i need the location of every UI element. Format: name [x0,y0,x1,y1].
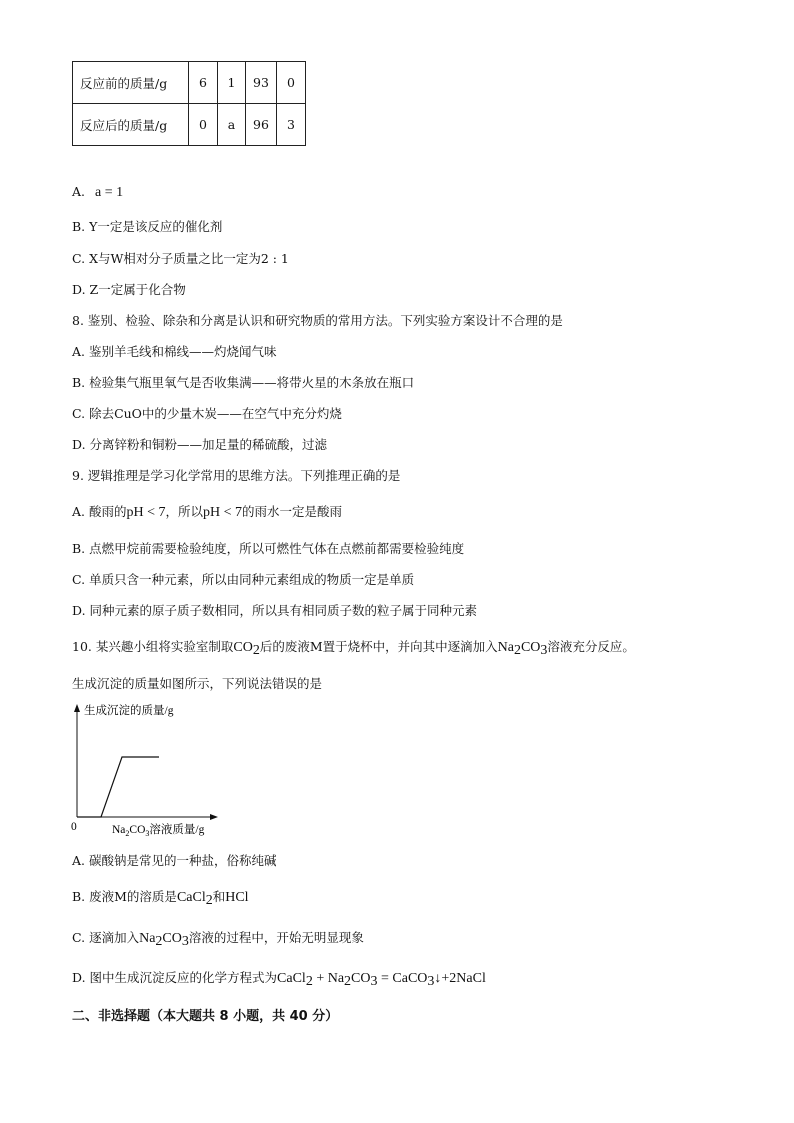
q10-option-c [72,928,364,947]
text-segment: 10. 某兴趣小组将实验室制取 [72,639,234,654]
q7-option-c: C. X与W相对分子质量之比一定为2 : 1 [72,251,289,266]
table-cell: 93 [246,62,277,104]
formula-subscript: 2 [513,643,521,658]
text-segment: D. 图中生成沉淀反应的化学方程式为 [72,970,278,985]
q9-option-b: B. 点燃甲烷前需要检验纯度，所以可燃性气体在点燃前都需要检验纯度 [72,541,465,556]
formula: ↓+2NaCl [434,971,486,986]
text-segment: 后的废液M置于烧杯中，并向其中逐滴加入 [259,639,498,654]
q7-option-a [72,184,123,201]
table-row [73,104,306,146]
text-segment: 溶液充分反应。 [547,639,635,654]
text-segment: ，所以 [165,504,204,519]
table-row [73,62,306,104]
text-segment: CO [129,824,146,836]
q7-option-b: B. Y一定是该反应的催化剂 [72,219,223,234]
q10-option-b [72,887,249,906]
formula-subscript: 3 [427,974,435,989]
precipitate-chart [64,700,234,840]
origin-label: 0 [71,821,77,833]
text-segment: B. 废液M的溶质是 [72,889,177,904]
math-expression: a = 1 [95,185,124,200]
formula-subscript: 2 [344,974,352,989]
table-cell: a [218,104,246,146]
formula-subscript: 3 [370,974,378,989]
q8-option-d: D. 分离锌粉和铜粉——加足量的稀硫酸，过滤 [72,437,328,452]
x-axis-label [112,822,205,838]
math-expression: pH < 7 [203,505,243,520]
table-cell: 0 [189,104,218,146]
text-segment: 3 [145,829,150,838]
table-cell: 0 [277,62,306,104]
y-axis-arrow [74,704,80,712]
formula: Na [497,640,514,655]
q7-option-d: D. Z一定属于化合物 [72,282,186,297]
q9-stem: 9. 逻辑推理是学习化学常用的思维方法。下列推理正确的是 [72,468,401,483]
formula: CaCl [176,890,206,905]
q10-stem [72,637,635,656]
table-cell: 3 [277,104,306,146]
q9-option-d: D. 同种元素的原子质子数相同，所以具有相同质子数的粒子属于同种元素 [72,603,478,618]
table-row-label: 反应后的质量/g [73,104,189,146]
formula-subscript: 2 [252,643,260,658]
y-axis-label: 生成沉淀的质量/g [84,705,174,717]
x-axis-arrow [210,814,218,820]
formula: CO [162,931,182,946]
formula-subscript: 3 [181,934,189,949]
q10-stem-line2: 生成沉淀的质量如图所示，下列说法错误的是 [72,676,323,691]
text-segment: Na [112,824,126,836]
formula-subscript: 3 [540,643,548,658]
q8-option-a: A. 鉴别羊毛线和棉线——灼烧闻气味 [72,344,277,359]
q10-option-a: A. 碳酸钠是常见的一种盐，俗称纯碱 [72,853,277,868]
text-segment: 溶液质量/g [149,824,205,836]
q10-option-d [72,968,486,987]
math-expression: pH < 7 [126,505,166,520]
option-prefix: A. [72,184,86,199]
q8-stem: 8. 鉴别、检验、除杂和分离是认识和研究物质的常用方法。下列实验方案设计不合理的是 [72,313,563,328]
table-row-label: 反应前的质量/g [73,62,189,104]
q8-option-c: C. 除去CuO中的少量木炭——在空气中充分灼烧 [72,406,342,421]
formula: + Na [312,971,345,986]
formula: CO [233,640,253,655]
text-segment: 和 [212,889,226,904]
text-segment: 溶液的过程中，开始无明显现象 [188,930,364,945]
precipitate-curve [77,757,159,817]
q8-option-b: B. 检验集气瓶里氧气是否收集满——将带火星的木条放在瓶口 [72,375,415,390]
table-cell: 96 [246,104,277,146]
table-cell: 6 [189,62,218,104]
formula: CaCl [277,971,306,986]
table-cell: 1 [218,62,246,104]
text-segment: A. 酸雨的 [72,504,127,519]
formula: = CaCO [377,971,428,986]
formula-subscript: 2 [305,974,313,989]
mass-table [72,61,306,146]
formula-subscript: 2 [205,893,213,908]
formula: HCl [225,890,249,905]
q9-option-a [72,502,342,521]
section-title: 二、非选择题（本大题共 8 小题，共 40 分） [72,1009,339,1024]
formula: Na [139,931,156,946]
formula-subscript: 2 [155,934,163,949]
q9-option-c: C. 单质只含一种元素，所以由同种元素组成的物质一定是单质 [72,572,415,587]
text-segment: 的雨水一定是酸雨 [242,504,343,519]
formula: CO [351,971,371,986]
text-segment: C. 逐滴加入 [72,930,140,945]
formula: CO [520,640,541,655]
text-segment: 2 [125,829,130,838]
